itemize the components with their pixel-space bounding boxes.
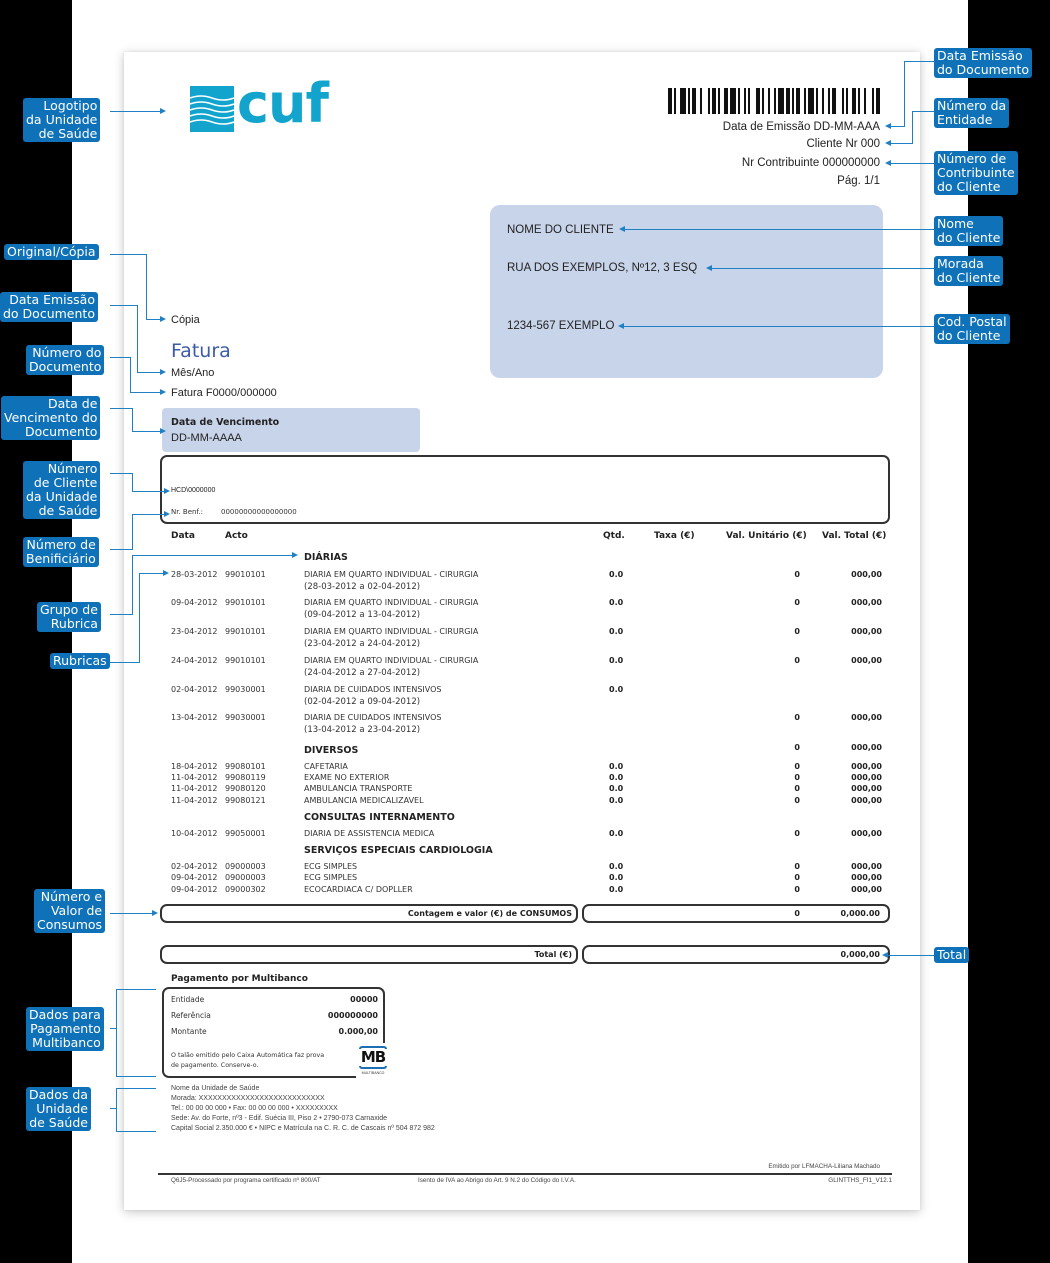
connector-line <box>139 573 163 574</box>
row-qty: 0.0 <box>609 873 624 882</box>
connector-line <box>110 305 138 306</box>
row-desc: CAFETARIA <box>304 762 348 771</box>
row-total: 000,00 <box>851 598 882 607</box>
arrow-icon <box>885 160 891 166</box>
row-total: 000,00 <box>851 570 882 579</box>
row-unit: 0 <box>794 773 800 782</box>
total-label: Total (€) <box>534 950 572 959</box>
row-total: 000,00 <box>851 784 882 793</box>
row-code: 99010101 <box>225 598 266 607</box>
connector-line <box>891 143 913 144</box>
row-unit: 0 <box>794 598 800 607</box>
row-period: (09-04-2012 a 13-04-2012) <box>304 610 421 620</box>
beneficiary-label: Nr. Benf.: <box>171 508 204 516</box>
connector-line <box>116 1076 156 1077</box>
row-unit: 0 <box>794 570 800 579</box>
barcode-icon <box>668 88 882 114</box>
row-period: (24-04-2012 a 27-04-2012) <box>304 668 421 678</box>
connector-line <box>132 514 133 550</box>
row-code: 09000003 <box>225 862 266 871</box>
arrow-icon <box>882 952 888 958</box>
total-value: 0,000,00 <box>840 950 880 959</box>
month-year: Mês/Ano <box>171 367 215 379</box>
row-period: (28-03-2012 a 02-04-2012) <box>304 582 421 592</box>
arrow-icon <box>619 226 625 232</box>
connector-line <box>625 229 934 230</box>
row-qty: 0.0 <box>609 885 624 894</box>
row-code: 99030001 <box>225 685 266 694</box>
connector-line <box>904 61 905 127</box>
hcd-number: HCD\0000000 <box>171 487 216 494</box>
row-unit: 0 <box>794 862 800 871</box>
connector-line <box>891 126 905 127</box>
row-total: 000,00 <box>851 773 882 782</box>
row-qty: 0.0 <box>609 570 624 579</box>
row-unit: 0 <box>794 784 800 793</box>
footer-vat-exemption: Isento de IVA ao Abrigo do Art. 9 N.2 do Código do I.V.A. <box>418 1177 576 1184</box>
connector-line <box>146 319 160 320</box>
connector-line <box>110 254 147 255</box>
document-number: Fatura F0000/000000 <box>171 387 277 399</box>
consumption-count: 0 <box>794 909 800 918</box>
issue-date: Data de Emissão DD-MM-AAA <box>722 121 880 133</box>
arrow-icon <box>160 108 166 114</box>
mb-note-line1: O talão emitido pelo Caixa Automática faz prova <box>171 1052 325 1059</box>
row-unit: 0 <box>794 743 800 752</box>
row-code: 99080121 <box>225 796 266 805</box>
connector-line <box>116 1131 156 1132</box>
connector-line <box>116 1088 156 1089</box>
callout-client-postal: Cod. Postal do Cliente <box>934 314 1010 344</box>
connector-line <box>132 491 164 492</box>
due-date-box <box>162 408 420 452</box>
col-header-date: Data <box>171 531 195 541</box>
multibanco-logo-icon: MB MULTIBANCO <box>356 1043 390 1079</box>
client-address: RUA DOS EXEMPLOS, Nº12, 3 ESQ <box>507 262 698 274</box>
callout-group: Grupo de Rubrica <box>37 602 101 632</box>
client-name: NOME DO CLIENTE <box>507 224 614 236</box>
row-code: 99080119 <box>225 773 266 782</box>
row-period: (23-04-2012 a 24-04-2012) <box>304 639 421 649</box>
unit-name: Nome da Unidade de Saúde <box>171 1085 260 1092</box>
arrow-icon <box>160 316 166 322</box>
mb-reference-label: Referência <box>171 1011 211 1020</box>
callout-entity-number: Número da Entidade <box>934 98 1009 128</box>
connector-line <box>116 1088 117 1132</box>
row-date: 09-04-2012 <box>171 873 218 882</box>
connector-line <box>132 555 292 556</box>
row-period: (13-04-2012 a 23-04-2012) <box>304 725 421 735</box>
connector-line <box>110 614 133 615</box>
connector-line <box>130 392 160 393</box>
row-desc: AMBULANCIA MEDICALIZAVEL <box>304 796 424 805</box>
arrow-icon <box>885 123 891 129</box>
arrow-icon <box>160 428 166 434</box>
col-header-act: Acto <box>225 531 248 541</box>
row-code: 99010101 <box>225 627 266 636</box>
mb-entity-value: 00000 <box>350 995 378 1004</box>
row-unit: 0 <box>794 885 800 894</box>
row-total: 000,00 <box>851 627 882 636</box>
consumption-label: Contagem e valor (€) de CONSUMOS <box>407 909 572 918</box>
mb-amount-value: 0.000,00 <box>338 1027 378 1036</box>
row-desc: AMBULANCIA TRANSPORTE <box>304 784 413 793</box>
callout-multibanco: Dados para Pagamento Multibanco <box>26 1007 104 1051</box>
row-code: 09000003 <box>225 873 266 882</box>
callout-beneficiary: Número de Benificiário <box>23 537 99 567</box>
cuf-logo-text: cuf <box>237 72 328 135</box>
col-header-qty: Qtd. <box>603 531 625 541</box>
row-total: 000,00 <box>851 713 882 722</box>
row-date: 13-04-2012 <box>171 713 218 722</box>
client-postal-code: 1234-567 EXEMPLO <box>507 320 615 332</box>
row-total: 000,00 <box>851 743 882 752</box>
connector-line <box>624 326 934 327</box>
callout-logo: Logotipo da Unidade de Saúde <box>23 98 100 142</box>
row-total: 000,00 <box>851 873 882 882</box>
row-total: 000,00 <box>851 862 882 871</box>
row-code: 99010101 <box>225 656 266 665</box>
row-qty: 0.0 <box>609 773 624 782</box>
connector-line <box>110 913 152 914</box>
row-code: 99010101 <box>225 570 266 579</box>
group-title: CONSULTAS INTERNAMENTO <box>304 812 455 823</box>
row-date: 28-03-2012 <box>171 570 218 579</box>
footer-version: GLINTTHS_FI1_V12.1 <box>828 1177 892 1184</box>
connector-line <box>132 555 133 615</box>
row-desc: DIARIA EM QUARTO INDIVIDUAL - CIRURGIA <box>304 598 479 607</box>
callout-items: Rubricas <box>50 653 110 669</box>
row-date: 02-04-2012 <box>171 862 218 871</box>
row-desc: ECG SIMPLES <box>304 873 358 882</box>
due-date-value: DD-MM-AAAA <box>171 432 242 444</box>
row-desc: DIARIA DE CUIDADOS INTENSIVOS <box>304 685 442 694</box>
arrow-icon <box>152 910 158 916</box>
row-date: 10-04-2012 <box>171 829 218 838</box>
callout-client-number-unit: Número de Cliente da Unidade de Saúde <box>23 461 100 519</box>
col-header-total: Val. Total (€) <box>822 531 887 541</box>
row-date: 02-04-2012 <box>171 685 218 694</box>
row-desc: ECOCARDIACA C/ DOPLLER <box>304 885 413 894</box>
arrow-icon <box>292 552 298 558</box>
row-unit: 0 <box>794 873 800 882</box>
group-title: SERVIÇOS ESPECIAIS CARDIOLOGIA <box>304 845 493 856</box>
callout-document-number: Número do Documento <box>26 345 104 375</box>
row-code: 99050001 <box>225 829 266 838</box>
row-date: 24-04-2012 <box>171 656 218 665</box>
row-code: 99080101 <box>225 762 266 771</box>
connector-line <box>888 955 934 956</box>
row-date: 11-04-2012 <box>171 784 218 793</box>
arrow-icon <box>885 140 891 146</box>
group-title: DIVERSOS <box>304 745 359 756</box>
row-period: (02-04-2012 a 09-04-2012) <box>304 697 421 707</box>
row-desc: ECG SIMPLES <box>304 862 358 871</box>
connector-line <box>904 61 934 62</box>
arrow-icon <box>163 570 169 576</box>
unit-address: Morada: XXXXXXXXXXXXXXXXXXXXXXXXXXX <box>171 1095 325 1102</box>
row-date: 09-04-2012 <box>171 885 218 894</box>
row-date: 18-04-2012 <box>171 762 218 771</box>
connector-line <box>130 357 131 393</box>
connector-line <box>110 408 133 409</box>
row-qty: 0.0 <box>609 627 624 636</box>
callout-consumption: Número e Valor de Consumos <box>34 889 105 933</box>
row-qty: 0.0 <box>609 598 624 607</box>
row-desc: EXAME NO EXTERIOR <box>304 773 390 782</box>
connector-line <box>137 372 160 373</box>
cuf-logo-mark-icon <box>190 86 234 132</box>
row-desc: DIARIA EM QUARTO INDIVIDUAL - CIRURGIA <box>304 656 479 665</box>
row-total: 000,00 <box>851 762 882 771</box>
connector-line <box>110 111 162 112</box>
callout-client-name: Nome do Cliente <box>934 216 1003 246</box>
row-unit: 0 <box>794 713 800 722</box>
document-type-title: Fatura <box>171 340 231 362</box>
row-qty: 0.0 <box>609 784 624 793</box>
row-total: 000,00 <box>851 829 882 838</box>
row-date: 09-04-2012 <box>171 598 218 607</box>
arrow-icon <box>706 265 712 271</box>
connector-line <box>116 989 117 1077</box>
row-unit: 0 <box>794 627 800 636</box>
callout-issue-date: Data Emissão do Documento <box>0 292 98 322</box>
row-code: 99080120 <box>225 784 266 793</box>
mb-entity-label: Entidade <box>171 995 205 1004</box>
footer-certification: Q6J5-Processado por programa certificado nº 800/AT <box>171 1177 321 1184</box>
arrow-icon <box>160 389 166 395</box>
consumption-value: 0,000.00 <box>840 909 880 918</box>
row-qty: 0.0 <box>609 762 624 771</box>
row-desc: DIARIA EM QUARTO INDIVIDUAL - CIRURGIA <box>304 627 479 636</box>
row-total: 000,00 <box>851 656 882 665</box>
page-number: Pág. 1/1 <box>837 175 880 187</box>
row-unit: 0 <box>794 796 800 805</box>
row-date: 11-04-2012 <box>171 796 218 805</box>
unit-capital: Capital Social 2.350.000 € • NIPC e Matrícula na C. R. C. de Cascais nº 504 872 982 <box>171 1125 435 1132</box>
connector-line <box>132 473 133 492</box>
beneficiary-number: 00000000000000000 <box>221 508 297 516</box>
unit-contacts: Tel.: 00 00 00 000 • Fax: 00 00 00 000 • XXXXXXXXX <box>171 1105 338 1112</box>
row-unit: 0 <box>794 656 800 665</box>
row-qty: 0.0 <box>609 685 624 694</box>
callout-unit-data: Dados da Unidade de Saúde <box>26 1087 91 1131</box>
callout-original-copy: Original/Cópia <box>4 244 99 260</box>
row-code: 99030001 <box>225 713 266 722</box>
connector-line <box>146 254 147 320</box>
col-header-unit: Val. Unitário (€) <box>726 531 807 541</box>
connector-line <box>139 573 140 663</box>
connector-line <box>891 163 934 164</box>
connector-line <box>110 473 133 474</box>
row-qty: 0.0 <box>609 656 624 665</box>
unit-headquarters: Sede: Av. do Forte, nº3 - Edif. Suécia III, Piso 2 • 2790-073 Carnaxide <box>171 1115 388 1122</box>
row-qty: 0.0 <box>609 829 624 838</box>
connector-line <box>132 431 160 432</box>
row-desc: DIARIA DE CUIDADOS INTENSIVOS <box>304 713 442 722</box>
callout-due-date: Data de Vencimento do Documento <box>1 396 100 440</box>
connector-line <box>110 357 131 358</box>
row-total: 000,00 <box>851 885 882 894</box>
callout-client-address: Morada do Cliente <box>934 256 1003 286</box>
callout-issue-date-right: Data Emissão do Documento <box>934 48 1032 78</box>
connector-line <box>116 989 156 990</box>
row-unit: 0 <box>794 829 800 838</box>
col-header-tax: Taxa (€) <box>654 531 695 541</box>
connector-line <box>137 305 138 373</box>
row-date: 23-04-2012 <box>171 627 218 636</box>
mb-note-line2: de pagamento. Conserve-o. <box>171 1062 259 1069</box>
taxpayer-number: Nr Contribuinte 000000000 <box>741 157 880 169</box>
mb-reference-value: 000000000 <box>327 1011 378 1020</box>
row-desc: DIARIA DE ASSISTENCIA MEDICA <box>304 829 435 838</box>
connector-line <box>712 268 934 269</box>
connector-line <box>912 111 934 112</box>
connector-line <box>132 408 133 432</box>
arrow-icon <box>164 511 170 517</box>
row-qty: 0.0 <box>609 862 624 871</box>
row-unit: 0 <box>794 762 800 771</box>
client-number: Cliente Nr 000 <box>806 138 880 150</box>
row-date: 11-04-2012 <box>171 773 218 782</box>
arrow-icon <box>164 488 170 494</box>
group-title: DIÁRIAS <box>304 552 348 563</box>
row-total: 000,00 <box>851 796 882 805</box>
due-date-label: Data de Vencimento <box>171 417 280 428</box>
connector-line <box>110 549 133 550</box>
connector-line <box>912 111 913 144</box>
arrow-icon <box>618 323 624 329</box>
issued-by: Emitido por LFMACHA-Liliana Machado <box>768 1163 880 1170</box>
multibanco-title: Pagamento por Multibanco <box>171 974 308 984</box>
footer-divider <box>158 1173 892 1175</box>
row-qty: 0.0 <box>609 796 624 805</box>
callout-taxpayer: Número de Contribuinte do Cliente <box>934 151 1018 195</box>
connector-line <box>110 662 140 663</box>
arrow-icon <box>160 369 166 375</box>
mb-amount-label: Montante <box>171 1027 207 1036</box>
callout-total: Total <box>934 947 969 963</box>
row-desc: DIARIA EM QUARTO INDIVIDUAL - CIRURGIA <box>304 570 479 579</box>
connector-line <box>132 514 164 515</box>
copy-label: Cópia <box>171 314 200 326</box>
row-code: 09000302 <box>225 885 266 894</box>
